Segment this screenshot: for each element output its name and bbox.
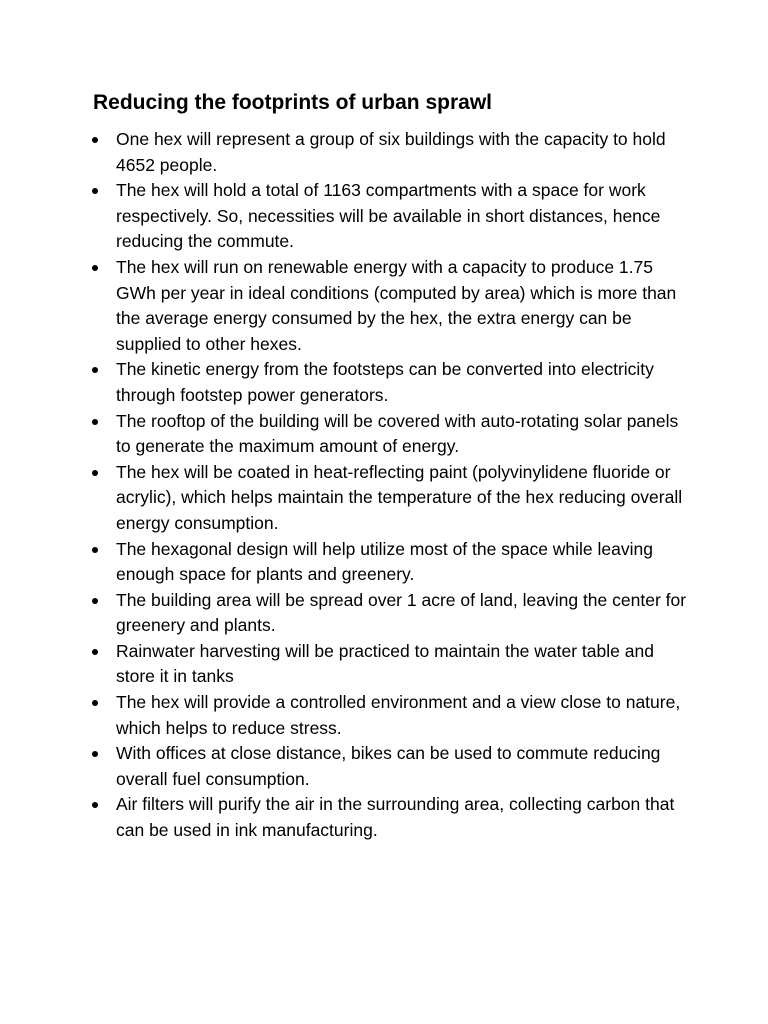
list-item-text: Rainwater harvesting will be practiced to maintain the water table and store it in tanks	[116, 640, 654, 687]
bullet-icon	[92, 419, 98, 425]
bullet-icon	[92, 137, 98, 143]
list-item	[0, 357, 694, 408]
bullet-icon	[92, 470, 98, 476]
bullet-icon	[92, 649, 98, 655]
list-item-text: With offices at close distance, bikes can be used to commute reducing overall fuel consumption.	[116, 743, 661, 789]
list-item-text: The kinetic energy from the footsteps can be converted into electricity through footstep power generators.	[116, 359, 654, 405]
list-item	[0, 460, 694, 537]
list-item-text: One hex will represent a group of six buildings with the capacity to hold 4652 people.	[116, 129, 666, 175]
bullet-icon	[92, 751, 98, 757]
list-item-text: The hex will hold a total of 1163 compartments with a space for work respectively. So, necessities will be available in short distances, hence reducing the commute.	[116, 180, 661, 252]
list-item-text: Air filters will purify the air in the surrounding area, collecting carbon that can be used in ink manufacturing.	[116, 794, 675, 841]
list-item-text: The building area will be spread over 1 acre of land, leaving the center for greenery and plants.	[116, 589, 687, 636]
list-item	[0, 690, 694, 741]
bullet-icon	[92, 265, 98, 271]
list-item	[0, 255, 694, 357]
list-item	[0, 127, 694, 178]
bullet-icon	[92, 802, 98, 808]
list-item	[0, 639, 694, 690]
bullet-icon	[92, 700, 98, 706]
bullet-icon	[92, 188, 98, 194]
list-item	[0, 588, 694, 639]
list-item	[0, 409, 694, 460]
list-item	[0, 178, 694, 255]
list-item-text: The hex will run on renewable energy with a capacity to produce 1.75 GWh per year in ideal conditions (computed by area) which is more than the average energy consumed by the hex, the extra energy can be supplied to other hexes.	[116, 256, 677, 354]
list-item-text: The hexagonal design will help utilize most of the space while leaving enough space for plants and greenery.	[116, 538, 653, 585]
list-item-text: The rooftop of the building will be covered with auto-rotating solar panels to generate the maximum amount of energy.	[116, 410, 679, 457]
bullet-icon	[92, 547, 98, 553]
list-item-text: The hex will provide a controlled environment and a view close to nature, which helps to reduce stress.	[116, 692, 681, 738]
list-item	[0, 537, 694, 588]
list-item-text: The hex will be coated in heat-reflecting paint (polyvinylidene fluoride or acrylic), which helps maintain the temperature of the hex reducing overall energy consumption.	[116, 461, 683, 533]
bullet-list	[0, 127, 768, 844]
list-item	[0, 792, 694, 843]
document-title: Reducing the footprints of urban sprawl	[93, 91, 492, 114]
bullet-icon	[92, 598, 98, 604]
bullet-icon	[92, 367, 98, 373]
list-item	[0, 741, 694, 792]
